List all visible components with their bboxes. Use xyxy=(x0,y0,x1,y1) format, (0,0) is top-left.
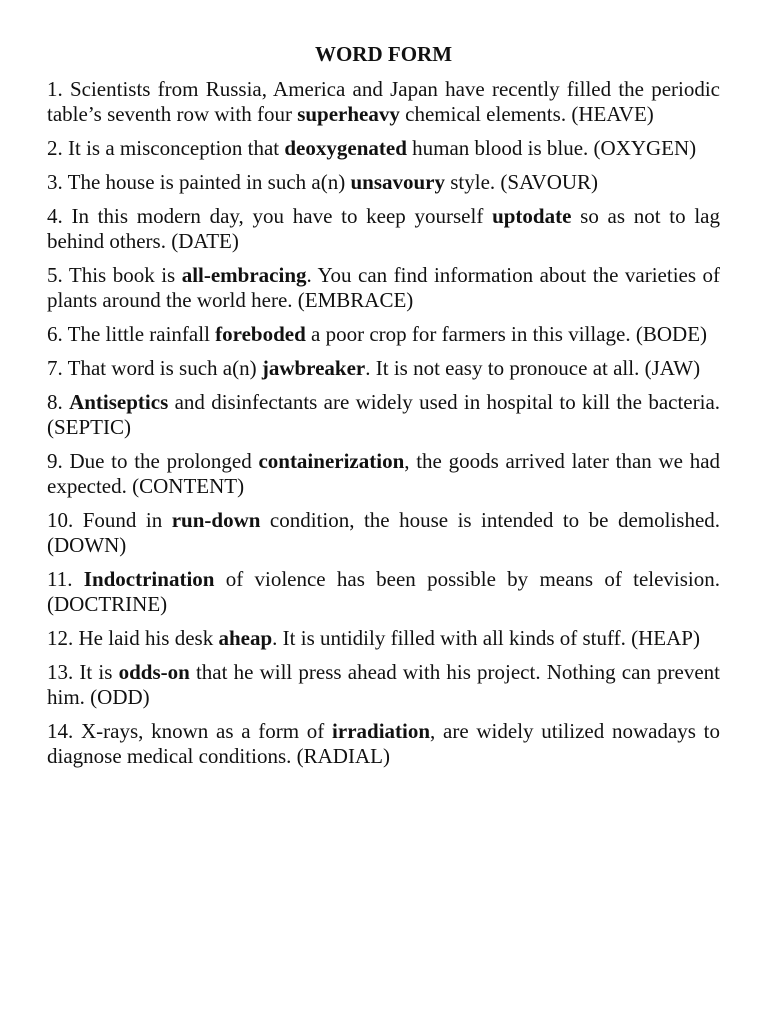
item-number: 11. xyxy=(47,567,73,591)
item-root-word: (HEAP) xyxy=(631,626,700,650)
item-number: 3. xyxy=(47,170,63,194)
item-answer: irradiation xyxy=(332,719,431,743)
item-text-before: The little rainfall xyxy=(67,322,210,346)
item-text-before: Scientists from Russia, America and Japan have recently filled the periodic table’s seventh row with four xyxy=(47,77,721,126)
item-text-after: human blood is blue. xyxy=(412,136,589,160)
item-number: 13. xyxy=(47,660,74,684)
item-text-before: It is a misconception that xyxy=(68,136,280,160)
item-number: 12. xyxy=(47,626,74,650)
item-root-word: (DOCTRINE) xyxy=(47,592,168,616)
item-number: 14. xyxy=(47,719,74,743)
item-number: 7. xyxy=(47,356,63,380)
item-root-word: (SEPTIC) xyxy=(47,415,131,439)
item-answer: run-down xyxy=(171,508,261,532)
item-text-before: He laid his desk xyxy=(78,626,214,650)
document-page xyxy=(47,42,720,778)
item-number: 9. xyxy=(47,449,63,473)
exercise-item-3 xyxy=(47,170,720,195)
item-text-after: and disinfectants are widely used in hospital to kill the bacteria. xyxy=(174,390,721,414)
item-answer: uptodate xyxy=(492,204,572,228)
item-root-word: (RADIAL) xyxy=(296,744,390,768)
item-answer: Indoctrination xyxy=(83,567,215,591)
item-root-word: (EMBRACE) xyxy=(297,288,414,312)
exercise-item-4 xyxy=(47,204,720,254)
exercise-item-6 xyxy=(47,322,720,347)
item-answer: containerization xyxy=(258,449,405,473)
item-text-before: X-rays, known as a form of xyxy=(80,719,325,743)
exercise-item-11 xyxy=(47,567,720,617)
item-text-before: That word is such a(n) xyxy=(67,356,257,380)
exercise-item-12 xyxy=(47,626,720,651)
item-number: 2. xyxy=(47,136,63,160)
exercise-item-2 xyxy=(47,136,720,161)
item-root-word: (DOWN) xyxy=(47,533,127,557)
item-text-after: . You can find information about the varieties of plants around the world here. xyxy=(47,263,721,312)
item-text-after: style. xyxy=(450,170,496,194)
item-answer: unsavoury xyxy=(350,170,445,194)
item-root-word: (JAW) xyxy=(644,356,701,380)
item-text-after: of violence has been possible by means of television. xyxy=(225,567,721,591)
item-text-before: The house is painted in such a(n) xyxy=(67,170,346,194)
page-title: WORD FORM xyxy=(314,42,453,66)
item-text-after: , are widely utilized nowadays to diagnose medical conditions. xyxy=(47,719,721,768)
item-text-after: chemical elements. xyxy=(405,102,567,126)
item-number: 1. xyxy=(47,77,63,101)
item-text-before: It is xyxy=(79,660,113,684)
item-number: 10. xyxy=(47,508,74,532)
exercise-item-10 xyxy=(47,508,720,558)
item-text-before: Due to the prolonged xyxy=(69,449,252,473)
item-text-after: a poor crop for farmers in this village. xyxy=(311,322,631,346)
item-root-word: (HEAVE) xyxy=(571,102,654,126)
item-text-after: . It is not easy to pronouce at all. xyxy=(365,356,640,380)
item-root-word: (SAVOUR) xyxy=(500,170,599,194)
item-text-after: . It is untidily filled with all kinds of stuff. xyxy=(272,626,626,650)
item-number: 5. xyxy=(47,263,63,287)
item-answer: jawbreaker xyxy=(261,356,366,380)
item-root-word: (OXYGEN) xyxy=(593,136,697,160)
item-answer: all-embracing xyxy=(181,263,307,287)
exercise-item-5 xyxy=(47,263,720,313)
exercise-item-7 xyxy=(47,356,720,381)
exercise-item-14 xyxy=(47,719,720,769)
item-answer: superheavy xyxy=(297,102,400,126)
item-number: 6. xyxy=(47,322,63,346)
exercise-item-1 xyxy=(47,77,720,127)
item-text-after: so as not to lag behind others. xyxy=(47,204,721,253)
item-answer: Antiseptics xyxy=(69,390,169,414)
item-answer: odds-on xyxy=(118,660,190,684)
exercise-item-8 xyxy=(47,390,720,440)
item-root-word: (BODE) xyxy=(635,322,708,346)
item-text-after: condition, the house is intended to be demolished. xyxy=(269,508,721,532)
item-text-before: In this modern day, you have to keep yourself xyxy=(71,204,484,228)
item-answer: foreboded xyxy=(215,322,306,346)
item-root-word: (ODD) xyxy=(90,685,150,709)
item-text-before: This book is xyxy=(68,263,176,287)
exercise-item-13 xyxy=(47,660,720,710)
exercise-item-9 xyxy=(47,449,720,499)
item-text-before: Found in xyxy=(82,508,163,532)
item-text-after: that he will press ahead with his project. Nothing can prevent him. xyxy=(47,660,721,709)
item-number: 8. xyxy=(47,390,63,414)
item-text-after: , the goods arrived later than we had expected. xyxy=(47,449,721,498)
item-answer: aheap xyxy=(218,626,273,650)
item-root-word: (CONTENT) xyxy=(132,474,245,498)
item-root-word: (DATE) xyxy=(171,229,239,253)
item-number: 4. xyxy=(47,204,63,228)
item-answer: deoxygenated xyxy=(284,136,407,160)
